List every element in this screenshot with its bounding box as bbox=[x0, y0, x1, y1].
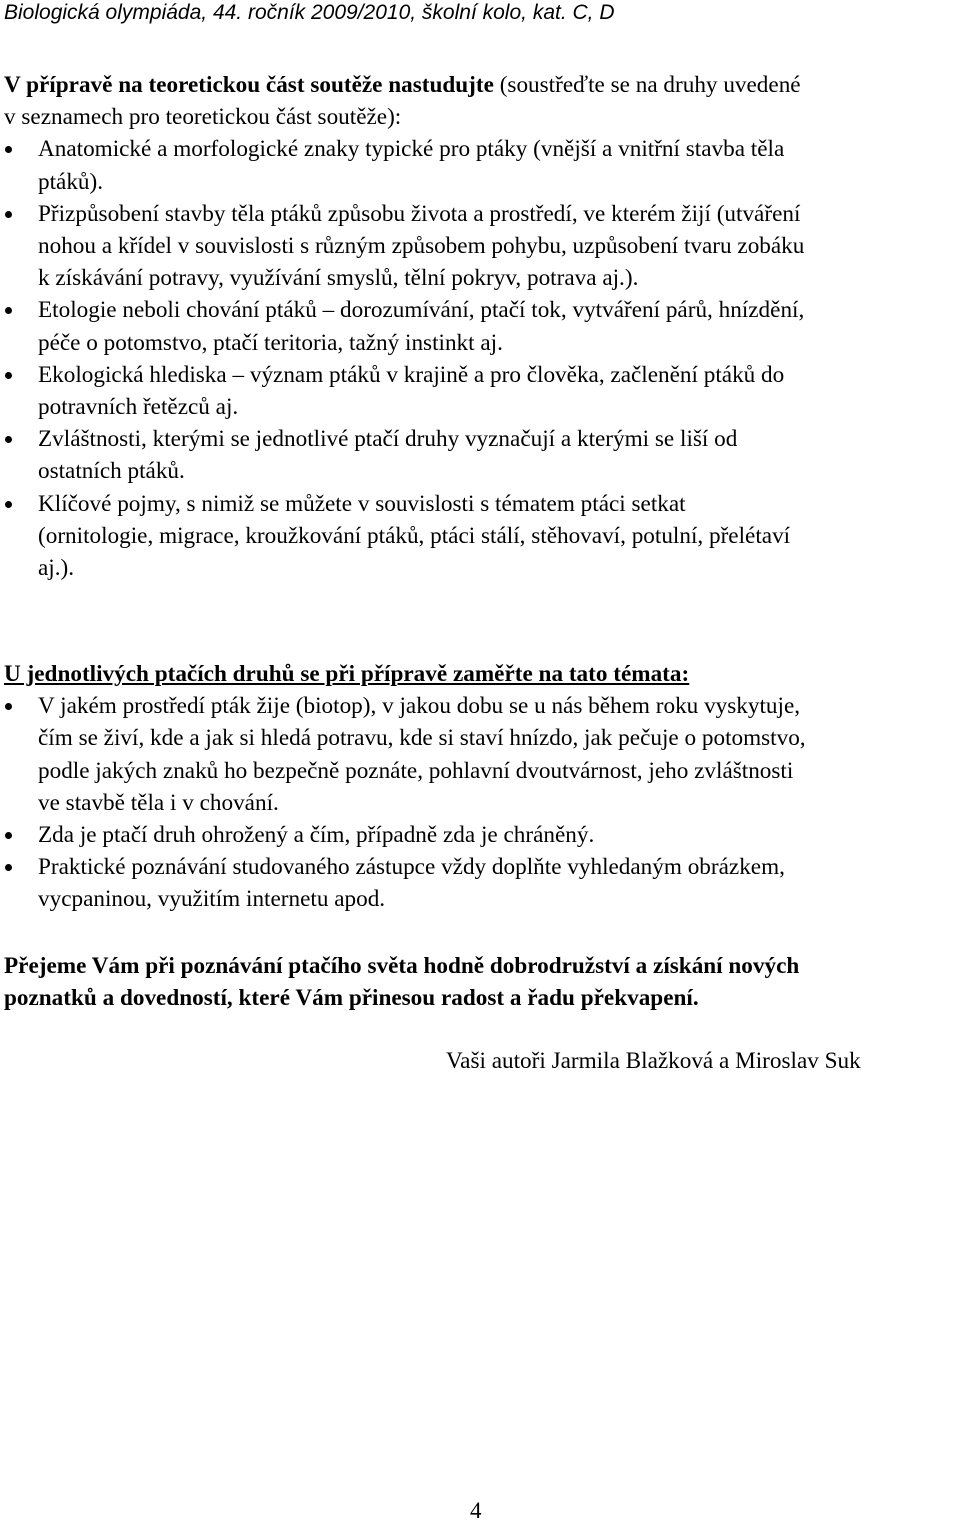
list-item bbox=[4, 423, 958, 487]
list-item-line: čím se živí, kde a jak si hledá potravu, kde si staví hnízdo, jak pečuje o potomstvo, bbox=[38, 725, 806, 752]
closing-line: poznatků a dovedností, které Vám přinesou radost a řadu překvapení. bbox=[4, 985, 699, 1012]
list-item-line: vycpaninou, využitím internetu apod. bbox=[38, 886, 386, 913]
page-number: 4 bbox=[470, 1498, 482, 1523]
list-item bbox=[4, 294, 958, 358]
list-item-line: potravních řetězců aj. bbox=[38, 394, 239, 421]
species-topics-heading: U jednotlivých ptačích druhů se při přípravě zaměřte na tato témata: bbox=[4, 661, 690, 687]
list-item-line: Anatomické a morfologické znaky typické pro ptáky (vnější a vnitřní stavba těla bbox=[38, 136, 785, 163]
list-item-line: podle jakých znaků ho bezpečně poznáte, pohlavní dvoutvárnost, jeho zvláštnosti bbox=[38, 757, 794, 784]
list-item-line: ve stavbě těla i v chování. bbox=[38, 789, 279, 816]
preparation-list bbox=[4, 133, 958, 584]
closing-line: Přejeme Vám při poznávání ptačího světa hodně dobrodružství a získání nových bbox=[4, 953, 800, 979]
list-item-line: nohou a křídel v souvislosti s různým způsobem pohybu, uzpůsobení tvaru zobáku bbox=[38, 233, 805, 260]
list-item-line: Klíčové pojmy, s nimiž se můžete v souvislosti s tématem ptáci setkat bbox=[38, 490, 686, 517]
list-item bbox=[4, 851, 958, 915]
list-item bbox=[4, 690, 958, 819]
list-item-line: V jakém prostředí pták žije (biotop), v jakou dobu se u nás během roku vyskytuje, bbox=[38, 693, 801, 720]
species-topics-list bbox=[4, 690, 958, 915]
list-item-line: Přizpůsobení stavby těla ptáků způsobu života a prostředí, ve kterém žijí (utváření bbox=[38, 200, 801, 227]
list-item bbox=[4, 198, 958, 295]
list-item bbox=[4, 359, 958, 423]
preparation-intro-rest: (soustřeďte se na druhy uvedené bbox=[493, 72, 801, 98]
closing-wishes bbox=[4, 950, 958, 1014]
list-item bbox=[4, 133, 958, 197]
list-item-line: Ekologická hlediska – význam ptáků v krajině a pro člověka, začlenění ptáků do bbox=[38, 361, 785, 388]
preparation-intro-bold: V přípravě na teoretickou část soutěže nastudujte bbox=[4, 72, 494, 98]
preparation-intro-line2: v seznamech pro teoretickou část soutěže): bbox=[4, 104, 402, 131]
list-item-line: ostatních ptáků. bbox=[38, 458, 185, 485]
list-item-line: Zda je ptačí druh ohrožený a čím, případně zda je chráněný. bbox=[38, 822, 595, 849]
list-item-line: Praktické poznávání studovaného zástupce vždy doplňte vyhledaným obrázkem, bbox=[38, 854, 785, 881]
list-item bbox=[4, 488, 958, 585]
list-item-line: k získávání potravy, využívání smyslů, tělní pokryv, potrava aj.). bbox=[38, 265, 639, 292]
list-item bbox=[4, 819, 958, 851]
preparation-intro bbox=[4, 69, 958, 101]
preparation-section bbox=[4, 69, 958, 584]
list-item-line: Etologie neboli chování ptáků – dorozumívání, ptačí tok, vytváření párů, hnízdění, bbox=[38, 297, 805, 324]
species-topics-section bbox=[4, 658, 958, 916]
list-item-line: aj.). bbox=[38, 555, 75, 582]
list-item-line: ptáků). bbox=[38, 168, 104, 195]
list-item-line: (ornitologie, migrace, kroužkování ptáků, ptáci stálí, stěhovaví, potulní, přelétaví bbox=[38, 522, 791, 549]
page-header: Biologická olympiáda, 44. ročník 2009/2010, školní kolo, kat. C, D bbox=[4, 1, 615, 24]
authors-signature: Vaši autoři Jarmila Blažková a Miroslav Suk bbox=[446, 1048, 861, 1074]
list-item-line: Zvláštnosti, kterými se jednotlivé ptačí druhy vyznačují a kterými se liší od bbox=[38, 426, 738, 453]
list-item-line: péče o potomstvo, ptačí teritoria, tažný instinkt aj. bbox=[38, 329, 503, 356]
